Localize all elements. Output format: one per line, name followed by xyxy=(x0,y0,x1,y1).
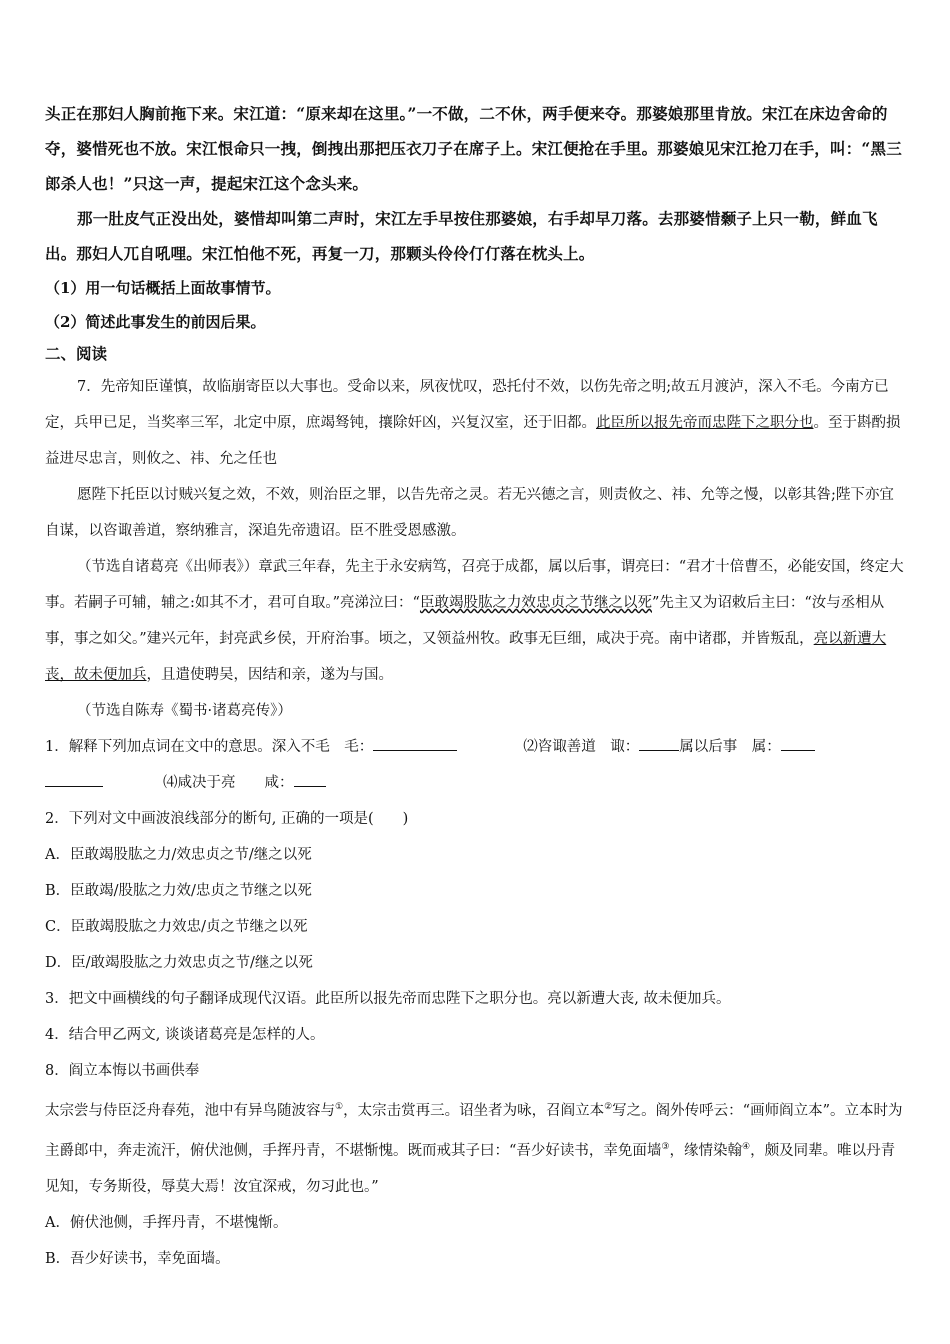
passage7-p3-end: ，且遣使聘吴，因结和亲，遂为与国。 xyxy=(146,667,393,683)
answer-blank-2[interactable] xyxy=(639,736,679,751)
passage8-t4: ，缘情染翰 xyxy=(669,1142,742,1159)
answer-blank-3-continued[interactable] xyxy=(45,772,103,787)
underlined-sentence-2: 亮以新遭大丧，故未便加兵 xyxy=(45,631,887,683)
q1-part-d: ⑷咸决于亮 咸： xyxy=(163,775,294,791)
passage8-title: 8．阎立本悔以书画供奉 xyxy=(45,1063,200,1079)
note-mark-1: ① xyxy=(335,1102,344,1112)
option-b[interactable]: B．臣敢竭/股肱之力效/忠贞之节继之以死 xyxy=(45,883,312,899)
wavy-underlined-sentence: 臣敢竭股肱之力效忠贞之节继之以死 xyxy=(419,595,652,611)
question7-3: 3．把文中画横线的句子翻译成现代汉语。此臣所以报先帝而忠陛下之职分也。亮以新遭大丧, 故未便加兵。 xyxy=(45,991,731,1007)
story-question-2: （2）简述此事发生的前因后果。 xyxy=(45,313,266,331)
option-d[interactable]: D．臣/敢竭股肱之力效忠贞之节/继之以死 xyxy=(45,955,313,971)
q1-part-a: 1．解释下列加点词在文中的意思。深入不毛 毛： xyxy=(45,739,374,755)
story-paragraph-1: 头正在那妇人胸前拖下来。宋江道：“原来却在这里。”一不做，二不休，两手便来夺。那婆娘那里肯放。宋江在床边舍命的夺，婆惜死也不放。宋江恨命只一拽，倒拽出那把压衣刀子在席子上。宋江便抢在手里。那婆娘见宋江抢刀在手，叫：“黑三郎杀人也！”只这一声，提起宋江这个念头来。 xyxy=(45,104,902,193)
passage7-source: （节选自陈寿《蜀书·诸葛亮传》） xyxy=(77,703,292,719)
passage8-t1: 太宗尝与侍臣泛舟春苑，池中有异鸟随波容与 xyxy=(45,1102,335,1119)
passage8-t5: ，颇及同辈。唯以丹青见知，专务斯役，辱莫大焉！汝宜深戒，勿习此也。” xyxy=(45,1142,896,1195)
passage7-paragraph-2: 愿陛下托臣以讨贼兴复之效，不效，则治臣之罪，以告先帝之灵。若无兴德之言，则责攸之、祎、允等之慢，以彰其咎;陛下亦宜自谋，以咨诹善道，察纳雅言，深追先帝遗诏。臣不胜受恩感激。 xyxy=(45,487,894,539)
option-a[interactable]: A．臣敢竭股肱之力/效忠贞之节/继之以死 xyxy=(45,847,312,863)
answer-blank-1[interactable] xyxy=(373,736,457,751)
note-mark-3: ③ xyxy=(661,1141,670,1152)
passage8-t2: ，太宗击赏再三。诏坐者为咏，召阎立本 xyxy=(343,1102,605,1119)
story-question-1: （1）用一句话概括上面故事情节。 xyxy=(45,279,281,297)
passage7-p1-end: 。至于斟酌损益进尽忠言，则攸之、祎、允之任也 xyxy=(45,415,901,467)
question7-1 xyxy=(45,729,905,801)
passage7-paragraph-1 xyxy=(45,369,905,477)
answer-blank-4[interactable] xyxy=(294,772,326,787)
q1-part-c: 属以后事 属： xyxy=(679,739,781,755)
passage7-p1-start: 7．先帝知臣谨慎，故临崩寄臣以大事也。受命以来，夙夜忧叹，恐托付不效，以伤先帝之明;故五月渡泸，深入不毛。今南方已定，兵甲已足，当奖率三军，北定中原，庶竭驽钝，攘除奸凶，兴复汉室，还于旧都。 xyxy=(45,379,889,431)
underlined-sentence-1: 此臣所以报先帝而忠陛下之职分也 xyxy=(596,415,814,431)
answer-blank-3[interactable] xyxy=(781,736,815,751)
q1-part-b: ⑵咨诹善道 诹： xyxy=(523,739,640,755)
note-mark-2: ② xyxy=(604,1102,613,1112)
question7-2: 2．下列对文中画波浪线部分的断句, 正确的一项是( ) xyxy=(45,811,409,827)
passage8-option-b[interactable]: B．吾少好读书，幸免面墙。 xyxy=(45,1250,230,1267)
story-paragraph-2: 那一肚皮气正没出处，婆惜却叫第二声时，宋江左手早按住那婆娘，右手却早刀落。去那婆惜颡子上只一勒，鲜血飞出。那妇人兀自吼哩。宋江怕他不死，再复一刀，那颗头伶伶仃仃落在枕头上。 xyxy=(45,209,878,263)
option-c[interactable]: C．臣敢竭股肱之力效忠/贞之节继之以死 xyxy=(45,919,308,935)
passage8-text xyxy=(45,1089,905,1205)
note-mark-4: ④ xyxy=(742,1141,751,1152)
section-heading-reading: 二、阅读 xyxy=(45,344,108,363)
question7-4: 4．结合甲乙两文, 谈谈诸葛亮是怎样的人。 xyxy=(45,1027,325,1043)
passage8-t3: 写之。阁外传呼云：“画师阎立本”。立本时为主爵郎中，奔走流汗，俯伏池侧，手挥丹青，不堪惭愧。既而戒其子曰：“吾少好读书，幸免面墙 xyxy=(45,1102,903,1159)
passage7-p3-mid: ”先主又为诏敕后主曰：“汝与丞相从事，事之如父。”建兴元年，封亮武乡侯，开府治事。顷之，又领益州牧。政事无巨细，咸决于亮。南中诸郡，并皆叛乱， xyxy=(45,595,885,647)
passage7-p3-start: （节选自诸葛亮《出师表》）章武三年春，先主于永安病笃，召亮于成都，属以后事，谓亮曰：“君才十倍曹丕，必能安国，终定大事。若嗣子可辅，辅之:如其不才，君可自取。”亮涕泣曰：“ xyxy=(45,559,904,611)
passage8-option-a[interactable]: A．俯伏池侧，手挥丹青，不堪愧惭。 xyxy=(45,1214,288,1231)
passage7-paragraph-3 xyxy=(45,549,905,693)
